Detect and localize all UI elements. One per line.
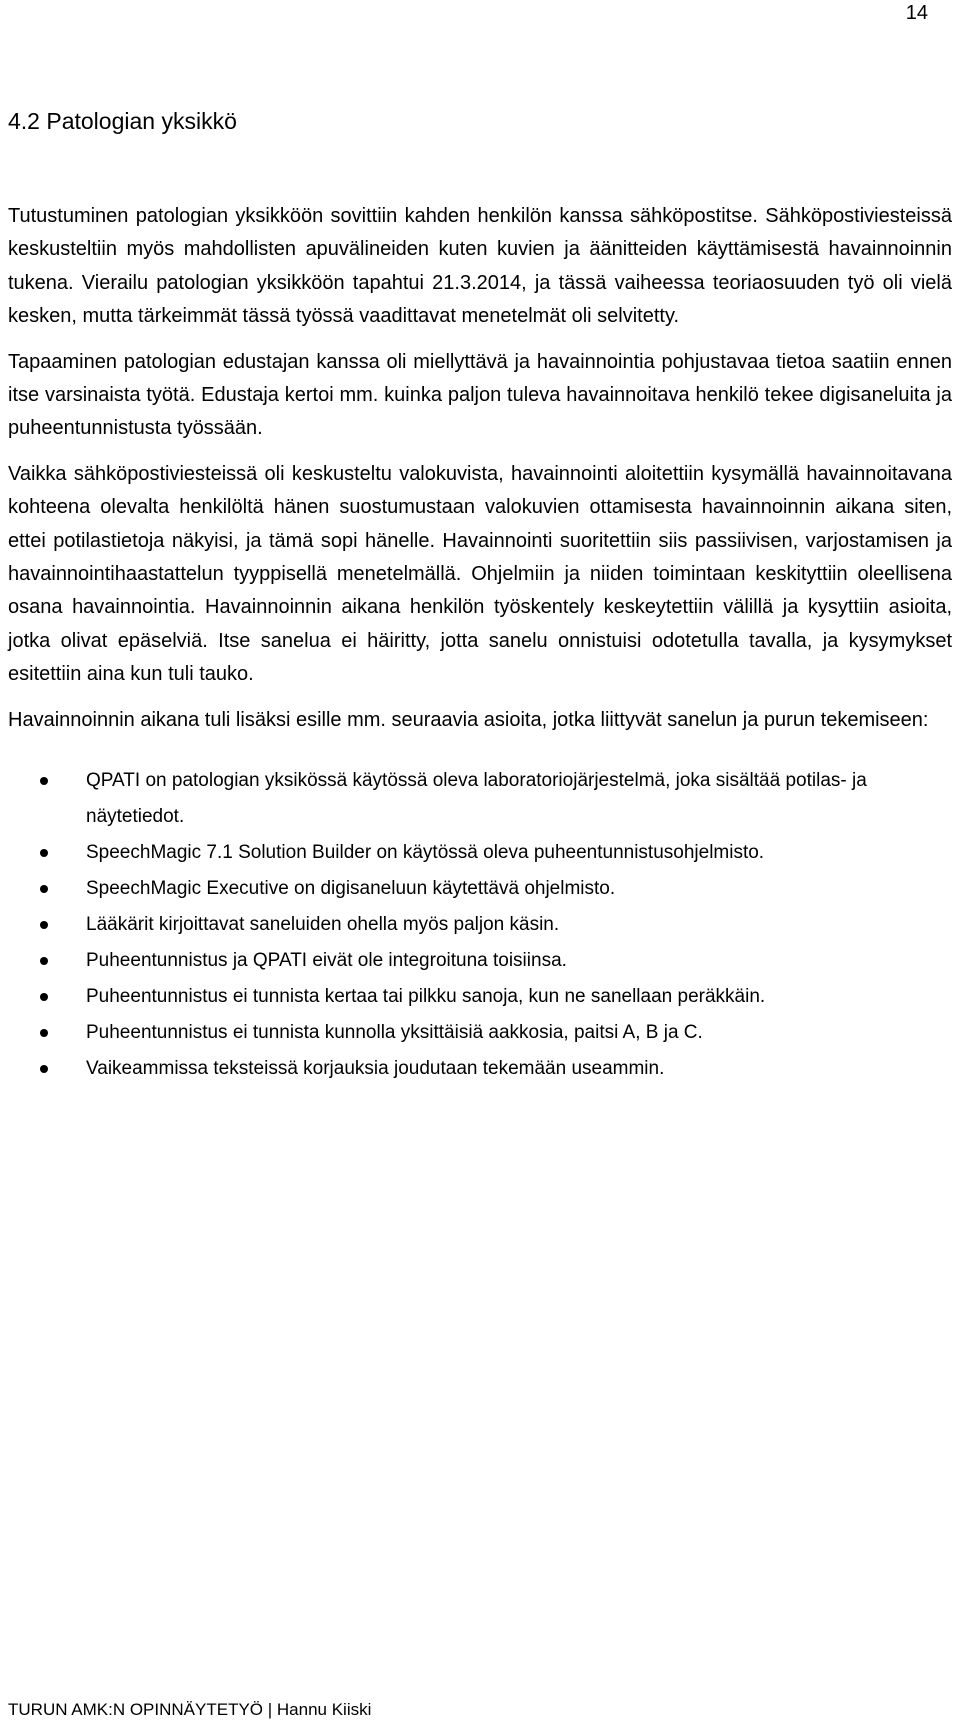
document-body [8, 200, 952, 1087]
section-heading: 4.2 Patologian yksikkö [8, 108, 237, 134]
list-item-text: Vaikeammissa teksteissä korjauksia joudutaan tekemään useammin. [86, 1058, 665, 1080]
list-item [8, 763, 952, 835]
bullet-icon [40, 777, 48, 785]
page-number: 14 [905, 2, 928, 24]
bullet-icon [40, 957, 48, 965]
paragraph-intro: Tutustuminen patologian yksikköön sovittiin kahden henkilön kanssa sähköpostitse. Sähköpostiviesteissä keskusteltiin myös mahdollisten apuvälineiden kuten kuvien ja äänitteiden käyttämisestä havainnoinnin tukena. Vierailu patologian yksikköön tapahtui 21.3.2014, ja tässä vaiheessa teoriaosuuden työ oli vielä kesken, mutta tärkeimmät tässä työssä vaadittavat menetelmät oli selvitetty. [8, 205, 952, 328]
list-item [8, 907, 952, 943]
bullet-icon [40, 1065, 48, 1073]
paragraph-findings-intro: Havainnoinnin aikana tuli lisäksi esille mm. seuraavia asioita, jotka liittyvät sanelun ja purun tekemiseen: [8, 708, 929, 731]
list-item [8, 1015, 952, 1051]
page-footer: TURUN AMK:N OPINNÄYTETYÖ | Hannu Kiiski [8, 1700, 372, 1719]
bullet-icon [40, 1029, 48, 1037]
list-item-text: SpeechMagic 7.1 Solution Builder on käytössä oleva puheentunnistusohjelmisto. [86, 842, 765, 864]
list-item [8, 943, 952, 979]
bullet-icon [40, 885, 48, 893]
paragraph-observation: Vaikka sähköpostiviesteissä oli keskusteltu valokuvista, havainnointi aloitettiin kysymällä havainnoitavana kohteena olevalta henkilöltä hänen suostumustaan valokuvien ottamisesta havainnoinnin aikana siten, ettei potilastietoja näkyisi, ja tämä sopi hänelle. Havainnointi suoritettiin siis passiivisen, varjostamisen ja havainnointihaastattelun tyyppisellä menetelmällä. Ohjelmiin ja niiden toimintaan keskityttiin oleellisena osana havainnointia. Havainnoinnin aikana henkilön työskentely keskeytettiin välillä ja kysyttiin asioita, jotka olivat epäselviä. Itse sanelua ei häiritty, jotta sanelu onnistuisi odotetulla tavalla, ja kysymykset esitettiin aina kun tuli tauko. [8, 462, 952, 686]
list-item [8, 871, 952, 907]
list-item [8, 979, 952, 1015]
list-item [8, 1051, 952, 1087]
list-item-text: QPATI on patologian yksikössä käytössä oleva laboratoriojärjestelmä, joka sisältää potilas- ja näytetiedot. [86, 770, 867, 828]
list-item-text: Puheentunnistus ei tunnista kertaa tai pilkku sanoja, kun ne sanellaan peräkkäin. [86, 986, 766, 1008]
list-item-text: SpeechMagic Executive on digisaneluun käytettävä ohjelmisto. [86, 878, 616, 900]
list-item-text: Puheentunnistus ei tunnista kunnolla yksittäisiä aakkosia, paitsi A, B ja C. [86, 1022, 703, 1044]
list-item-text: Puheentunnistus ja QPATI eivät ole integroituna toisiinsa. [86, 950, 567, 972]
bullet-icon [40, 921, 48, 929]
bullet-icon [40, 849, 48, 857]
list-item [8, 835, 952, 871]
paragraph-meeting: Tapaaminen patologian edustajan kanssa oli miellyttävä ja havainnointia pohjustavaa tietoa saatiin ennen itse varsinaista työtä. Edustaja kertoi mm. kuinka paljon tuleva havainnoitava henkilö tekee digisaneluita ja puheentunnistusta työssään. [8, 350, 952, 440]
findings-list [8, 763, 952, 1087]
bullet-icon [40, 993, 48, 1001]
list-item-text: Lääkärit kirjoittavat saneluiden ohella myös paljon käsin. [86, 914, 560, 936]
